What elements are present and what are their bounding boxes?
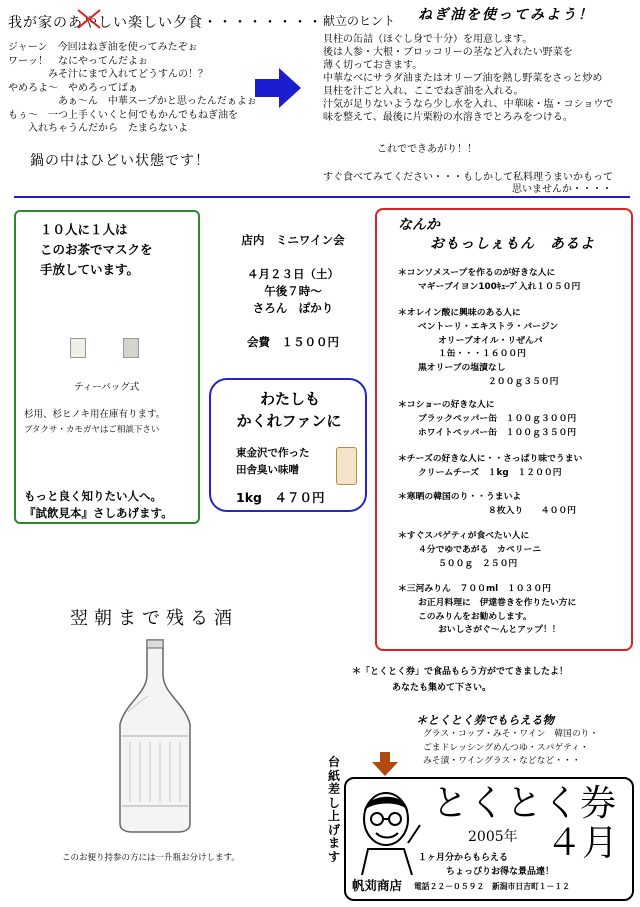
tea-bag-image — [70, 338, 86, 358]
vertical-label-char: す — [327, 849, 340, 864]
event-time: 午後７時～ — [264, 284, 322, 298]
hint-title: 献立のヒント — [323, 14, 396, 28]
product-item — [398, 308, 558, 391]
tea-bag-image — [123, 338, 139, 358]
sake-caption: このお便り持参の方には一升瓶お分けします。 — [62, 853, 240, 863]
story-line: 入れちゃうんだから たまらないよ — [8, 123, 188, 134]
vertical-label-char: 台 — [327, 755, 340, 769]
vertical-label-char: し — [327, 795, 340, 810]
vertical-label-char: 紙 — [327, 768, 340, 783]
hint-line: 貝柱の缶詰（ほぐし身で十分）を用意します。 — [323, 34, 533, 45]
section-divider — [14, 196, 630, 198]
event-fee: 会費 １５００円 — [247, 335, 339, 349]
mask-headline-line: １０人に１人は — [40, 222, 128, 237]
story-line: ワーッ！ なにやってんだよぉ — [8, 55, 148, 67]
coupon-text: ちょっぴりお得な景品達！ — [446, 867, 555, 877]
event-date: ４月２３日（土） — [247, 267, 339, 281]
product-heading: ＊オレイン酸に興味のある人に — [398, 308, 521, 318]
story-line: もぅ～ 一つ上手くいくと何でもかんでもねぎ油を — [8, 109, 238, 121]
reward-line: みそ漬・ワイングラス・などなど・・・ — [423, 756, 581, 766]
product-detail: マギーブイヨン100ｷｭｰﾌﾞ入れ１０５０円 — [418, 281, 581, 292]
product-heading: ＊三河みりん ７００ml １０３０円 — [398, 584, 551, 594]
shop-name: 帆苅商店 — [352, 878, 403, 893]
vertical-label-char: 上 — [327, 809, 340, 823]
shopkeeper-face-icon — [350, 785, 426, 875]
story-footer: 鍋の中はひどい状態です！ — [30, 153, 210, 169]
wine-event — [218, 232, 368, 350]
story-dialogue — [8, 42, 257, 137]
product-heading: ＊寒晒の韓国のり・・うまいよ — [398, 492, 522, 502]
sake-bottle-image — [100, 636, 210, 836]
story-line: あぁ～ん 中華スープかと思ったんだぁよぉ — [8, 96, 257, 107]
hint-line: 中華なべにサラダ油またはオリーブ油を熱し野菜をさっと炒め — [323, 73, 603, 84]
hint-ending: すぐ食べてみてください・・・もしかして私料理うまいかもって — [323, 172, 613, 183]
product-detail: ブラックペッパー缶 １００ｇ３００円 — [418, 413, 577, 424]
cross-out-mark — [76, 8, 102, 30]
coupon-rewards-heading: ＊とくとく券でもらえる物 — [416, 713, 554, 727]
down-arrow-icon — [372, 752, 398, 776]
product-item — [398, 584, 576, 639]
miso-headline: わたしも — [259, 390, 320, 408]
vertical-label-char: げ — [327, 822, 340, 837]
hint-recipe — [323, 34, 613, 125]
mask-headline-line: 手放しています。 — [40, 262, 140, 277]
miso-jar-image — [336, 447, 357, 485]
product-heading: ＊すぐスパゲティが食べたい人に — [398, 531, 530, 541]
hint-heading: ねぎ油を使ってみよう！ — [418, 7, 594, 23]
product-detail: ５００ｇ ２５０円 — [438, 558, 518, 569]
product-heading: ＊コショーの好きな人に — [398, 400, 495, 410]
product-detail: おいしさがぐ～んとアップ！！ — [438, 625, 561, 636]
product-item — [398, 400, 576, 441]
product-item — [398, 492, 576, 520]
coupon-month: ４月 — [546, 823, 619, 864]
mask-note: ブタクサ・カモガヤはご相談下さい — [24, 425, 160, 435]
mask-headline-line: このお茶でマスクを — [40, 242, 153, 257]
product-heading: ＊チーズの好きな人に・・さっぱり味でうまい — [398, 454, 583, 464]
product-detail: このみりんをお勧めします。 — [418, 611, 532, 622]
product-detail: お正月料理に 伊達巻きを作りたい方に — [418, 597, 577, 608]
product-detail: ２００ｇ３５０円 — [488, 376, 559, 387]
products-title: なんか — [398, 217, 440, 233]
product-detail: オリーブオイル・リぜんパ — [438, 335, 543, 346]
event-place: さろん ぽかり — [252, 301, 334, 315]
story-line: ジャーン 今回はねぎ油を使ってみたぞぉ — [8, 42, 198, 53]
hint-line: 薄く切っておきます。 — [323, 60, 423, 71]
miso-headline: かくれファンに — [236, 412, 342, 430]
coupon-rewards-list — [423, 729, 598, 770]
miso-price: 1kg ４７０円 — [236, 490, 325, 505]
product-detail: ベントーリ・エキストラ・バージン — [418, 321, 559, 332]
reward-line: ごまドレッシングめんつゆ・スパゲティ・ — [423, 742, 589, 753]
hint-line: 味を整えて、最後に片栗粉の水溶きでとろみをつける。 — [323, 112, 573, 123]
right-arrow-icon — [255, 68, 301, 108]
coupon-year: 2005年 — [468, 829, 518, 845]
story-line: やめろよ～ やめろってばぁ — [8, 82, 138, 94]
hint-line: 汁気が足りないようなら少し水を入れ、中華味・塩・コショウで — [323, 99, 614, 110]
product-detail: 黒オリーブの塩漬なし — [418, 363, 506, 374]
product-detail: ４分でゆであがる カペリーニ — [418, 544, 542, 555]
product-detail: ホワイトペッパー缶 １００ｇ３５０円 — [418, 427, 577, 438]
mask-footer: もっと良く知りたい人へ。 — [24, 489, 162, 503]
tea-caption: ティーバッグ式 — [74, 382, 140, 393]
coupon-note: ＊「とくとく券」で食品もらう方がでてきましたよ！ — [352, 667, 569, 677]
vertical-label-char: ま — [327, 836, 340, 850]
hint-ending: 思いませんか・・・・ — [512, 184, 612, 195]
mask-footer: 『試飲見本』さしあげます。 — [24, 506, 173, 520]
hint-done: これでできあがり！！ — [377, 144, 477, 155]
coupon-title: とくとく券 — [432, 783, 618, 824]
reward-line: グラス・コップ・みそ・ワイン 韓国のり・ — [423, 729, 599, 739]
product-detail: クリームチーズ １kg １２００円 — [418, 467, 562, 478]
story-title: 我が家のあやしい楽しい夕食・・・・・・・・ — [8, 15, 323, 31]
products-title: おもっしぇもん あるよ — [430, 236, 595, 252]
miso-text: 東金沢で作った — [236, 447, 310, 459]
story-line: みそ汁にまで入れてどうすんの！？ — [8, 69, 208, 80]
product-detail: １缶・・・１６００円 — [438, 349, 526, 360]
vertical-label-char: 差 — [327, 782, 340, 796]
product-heading: ＊コンソメスープを作るのが好きな人に — [398, 268, 556, 278]
event-title: 店内 ミニワイン会 — [241, 233, 345, 247]
sake-title: 翌朝まで残る酒 — [70, 608, 238, 629]
vertical-label — [325, 756, 343, 864]
mask-note: 杉用、杉ヒノキ用在庫有ります。 — [24, 409, 166, 420]
product-item — [398, 531, 541, 572]
shop-contact: 電話２２－０５９２ 新潟市日吉町１－１２ — [414, 882, 570, 891]
hint-line: 後は人参・大根・ブロッコリーの茎など入れたい野菜を — [323, 47, 573, 58]
product-item — [398, 454, 582, 482]
mask-headline — [40, 220, 153, 280]
product-item — [398, 268, 580, 296]
coupon-text: １ヶ月分からもらえる — [418, 853, 509, 863]
hint-line: 貝柱を汁ごと入れ、ここでねぎ油を入れる。 — [323, 86, 524, 97]
coupon-note: あなたも集めて下さい。 — [392, 683, 492, 693]
miso-text: 田舎臭い味噌 — [236, 464, 299, 476]
product-detail: ８枚入り ４００円 — [488, 505, 576, 516]
